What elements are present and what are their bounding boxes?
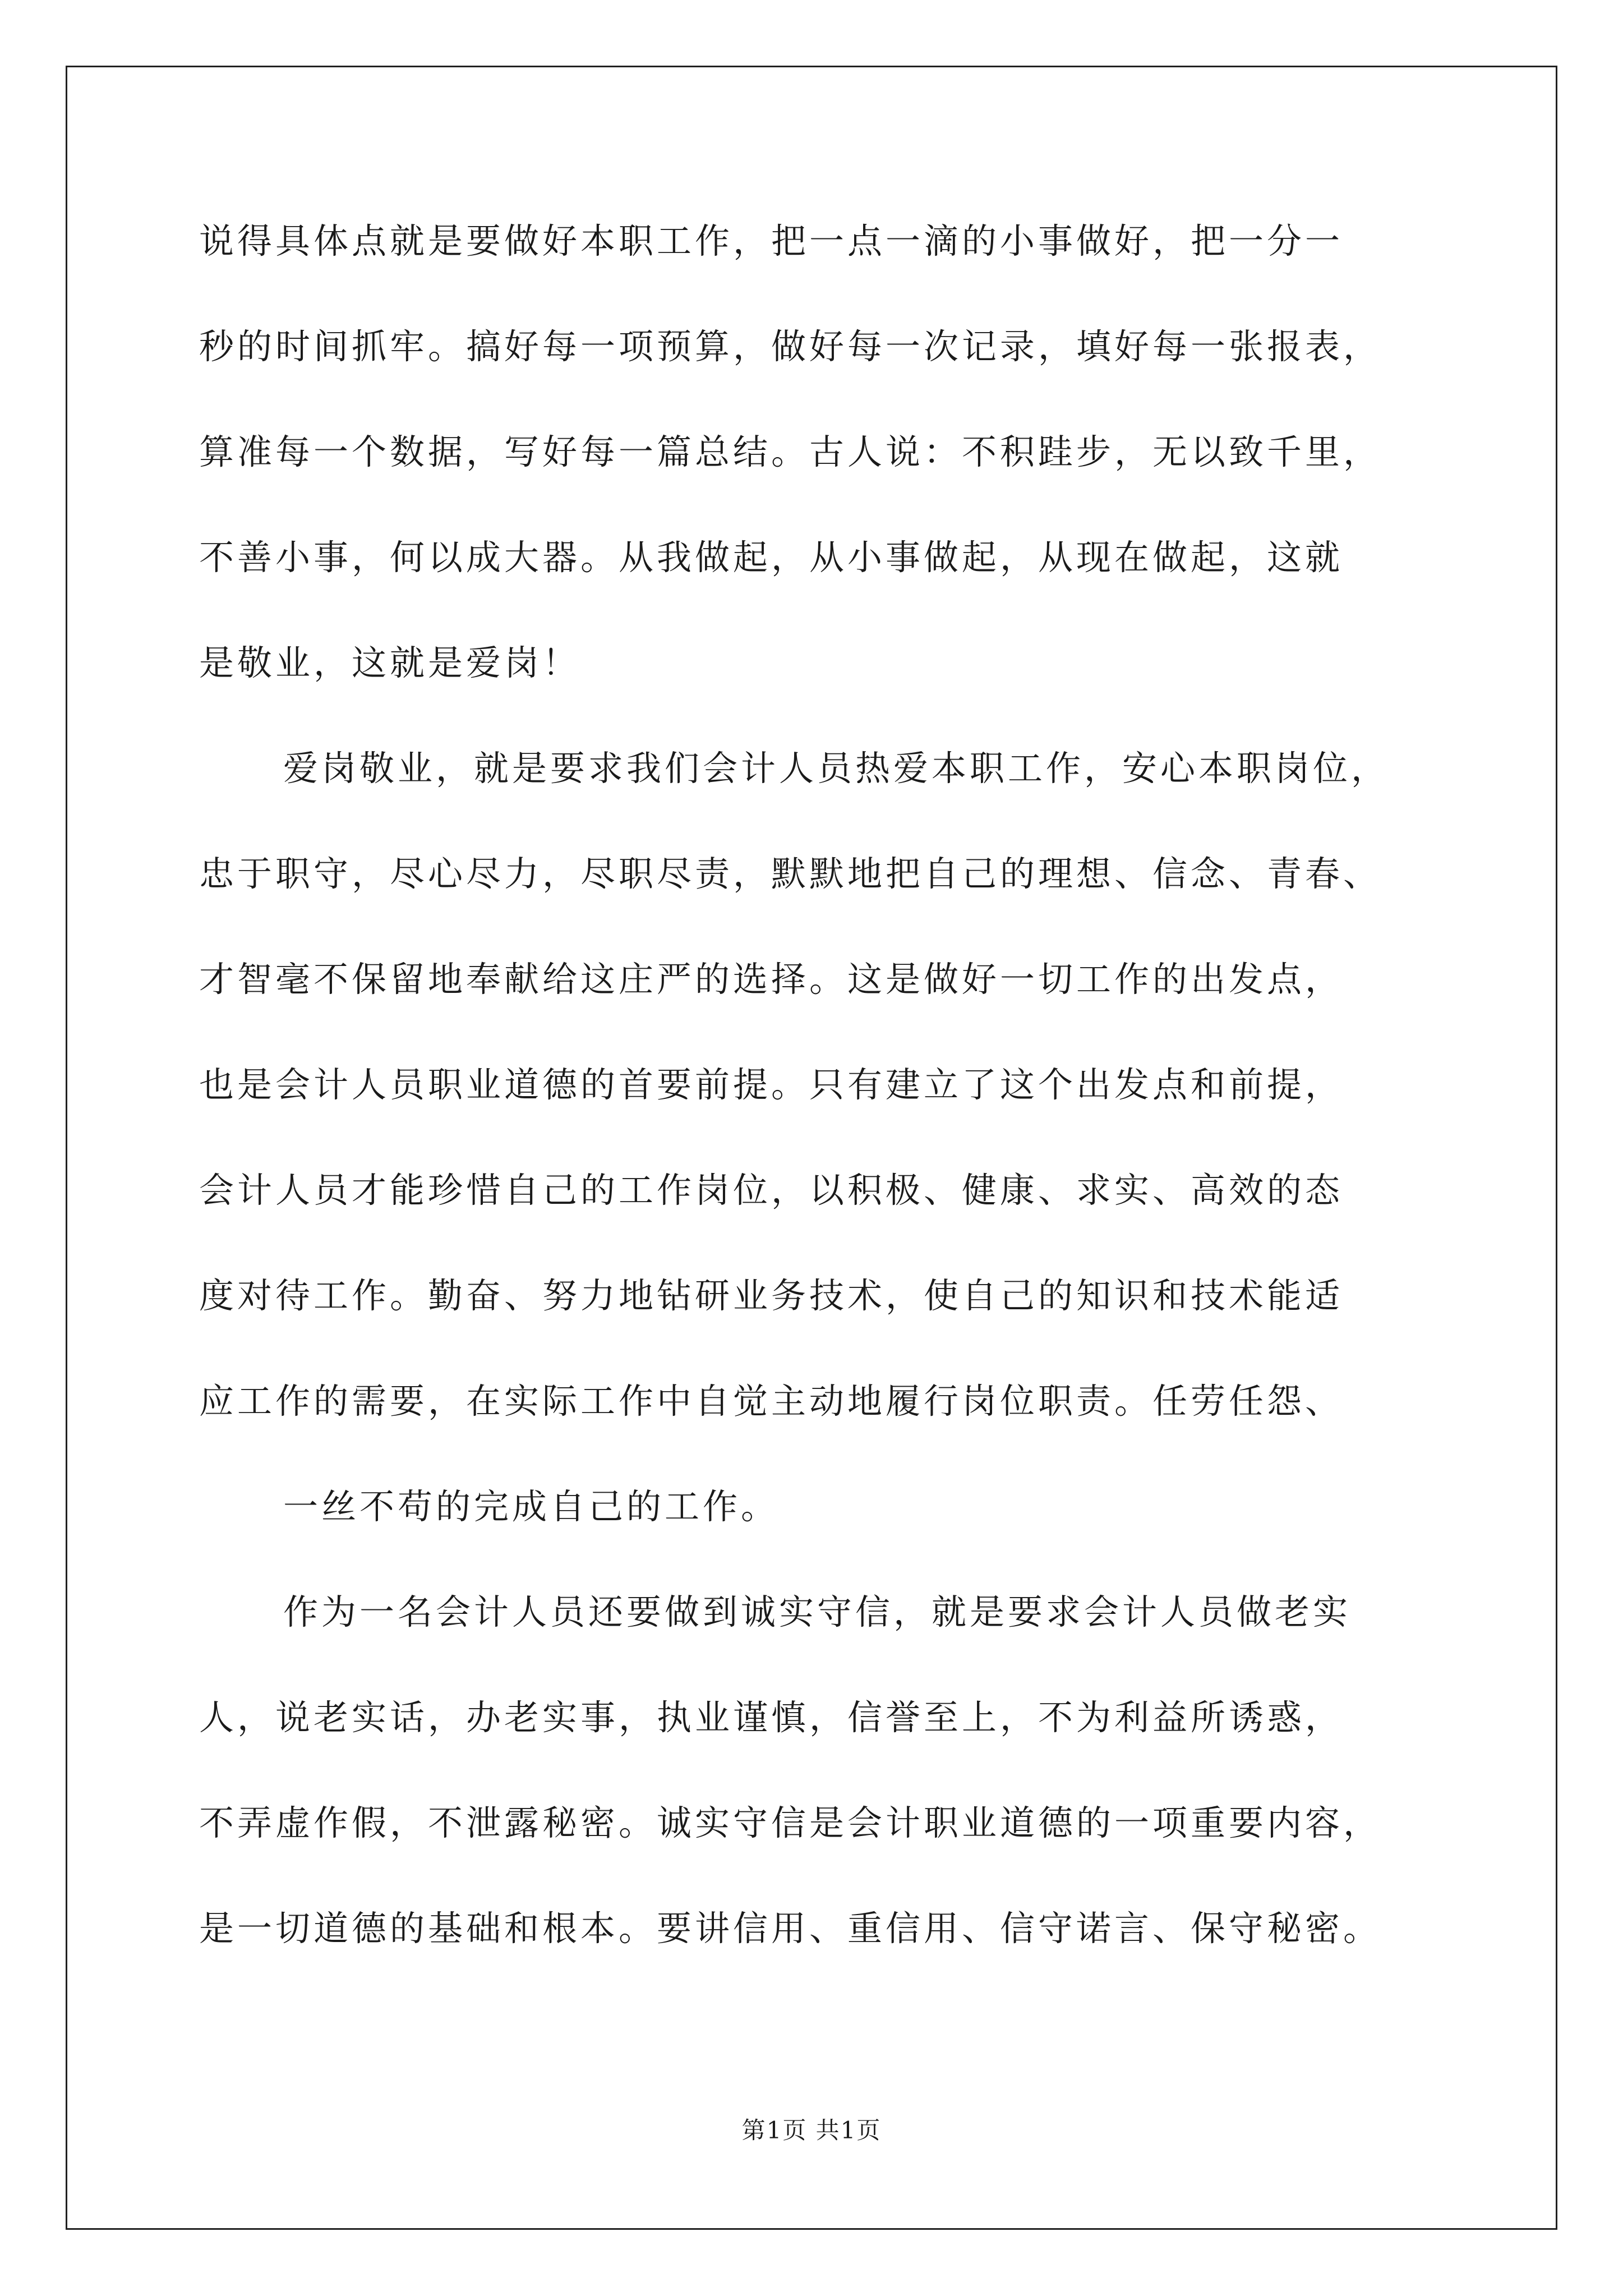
text-line: 不善小事，何以成大器。从我做起，从小事做起，从现在做起，这就 — [199, 537, 1344, 578]
text-line: 算准每一个数据，写好每一篇总结。古人说：不积跬步，无以致千里， — [199, 431, 1382, 472]
page-frame — [66, 66, 1557, 2230]
text-line: 爱岗敬业，就是要求我们会计人员热爱本职工作，安心本职岗位， — [283, 748, 1390, 789]
text-line: 秒的时间抓牢。搞好每一项预算，做好每一次记录，填好每一张报表， — [199, 326, 1382, 367]
text-line: 不弄虚作假，不泄露秘密。诚实守信是会计职业道德的一项重要内容， — [199, 1802, 1382, 1843]
text-line: 作为一名会计人员还要做到诚实守信，就是要求会计人员做老实 — [283, 1591, 1352, 1632]
text-line: 也是会计人员职业道德的首要前提。只有建立了这个出发点和前提， — [199, 1064, 1344, 1105]
text-line: 会计人员才能珍惜自己的工作岗位，以积极、健康、求实、高效的态 — [199, 1170, 1344, 1211]
text-line: 忠于职守，尽心尽力，尽职尽责，默默地把自己的理想、信念、青春、 — [199, 853, 1382, 894]
page-number-footer: 第1页 共1页 — [741, 2116, 882, 2144]
text-line: 度对待工作。勤奋、努力地钻研业务技术，使自己的知识和技术能适 — [199, 1275, 1344, 1316]
text-line: 说得具体点就是要做好本职工作，把一点一滴的小事做好，把一分一 — [199, 220, 1344, 261]
text-line: 应工作的需要，在实际工作中自觉主动地履行岗位职责。任劳任怨、 — [199, 1381, 1344, 1421]
text-line: 才智毫不保留地奉献给这庄严的选择。这是做好一切工作的出发点， — [199, 959, 1344, 1000]
text-line: 是一切道德的基础和根本。要讲信用、重信用、信守诺言、保守秘密。 — [199, 1908, 1382, 1949]
text-line: 人，说老实话，办老实事，执业谨慎，信誉至上，不为利益所诱惑， — [199, 1697, 1344, 1738]
text-line: 一丝不苟的完成自己的工作。 — [283, 1486, 780, 1527]
text-line: 是敬业，这就是爱岗！ — [199, 642, 581, 683]
